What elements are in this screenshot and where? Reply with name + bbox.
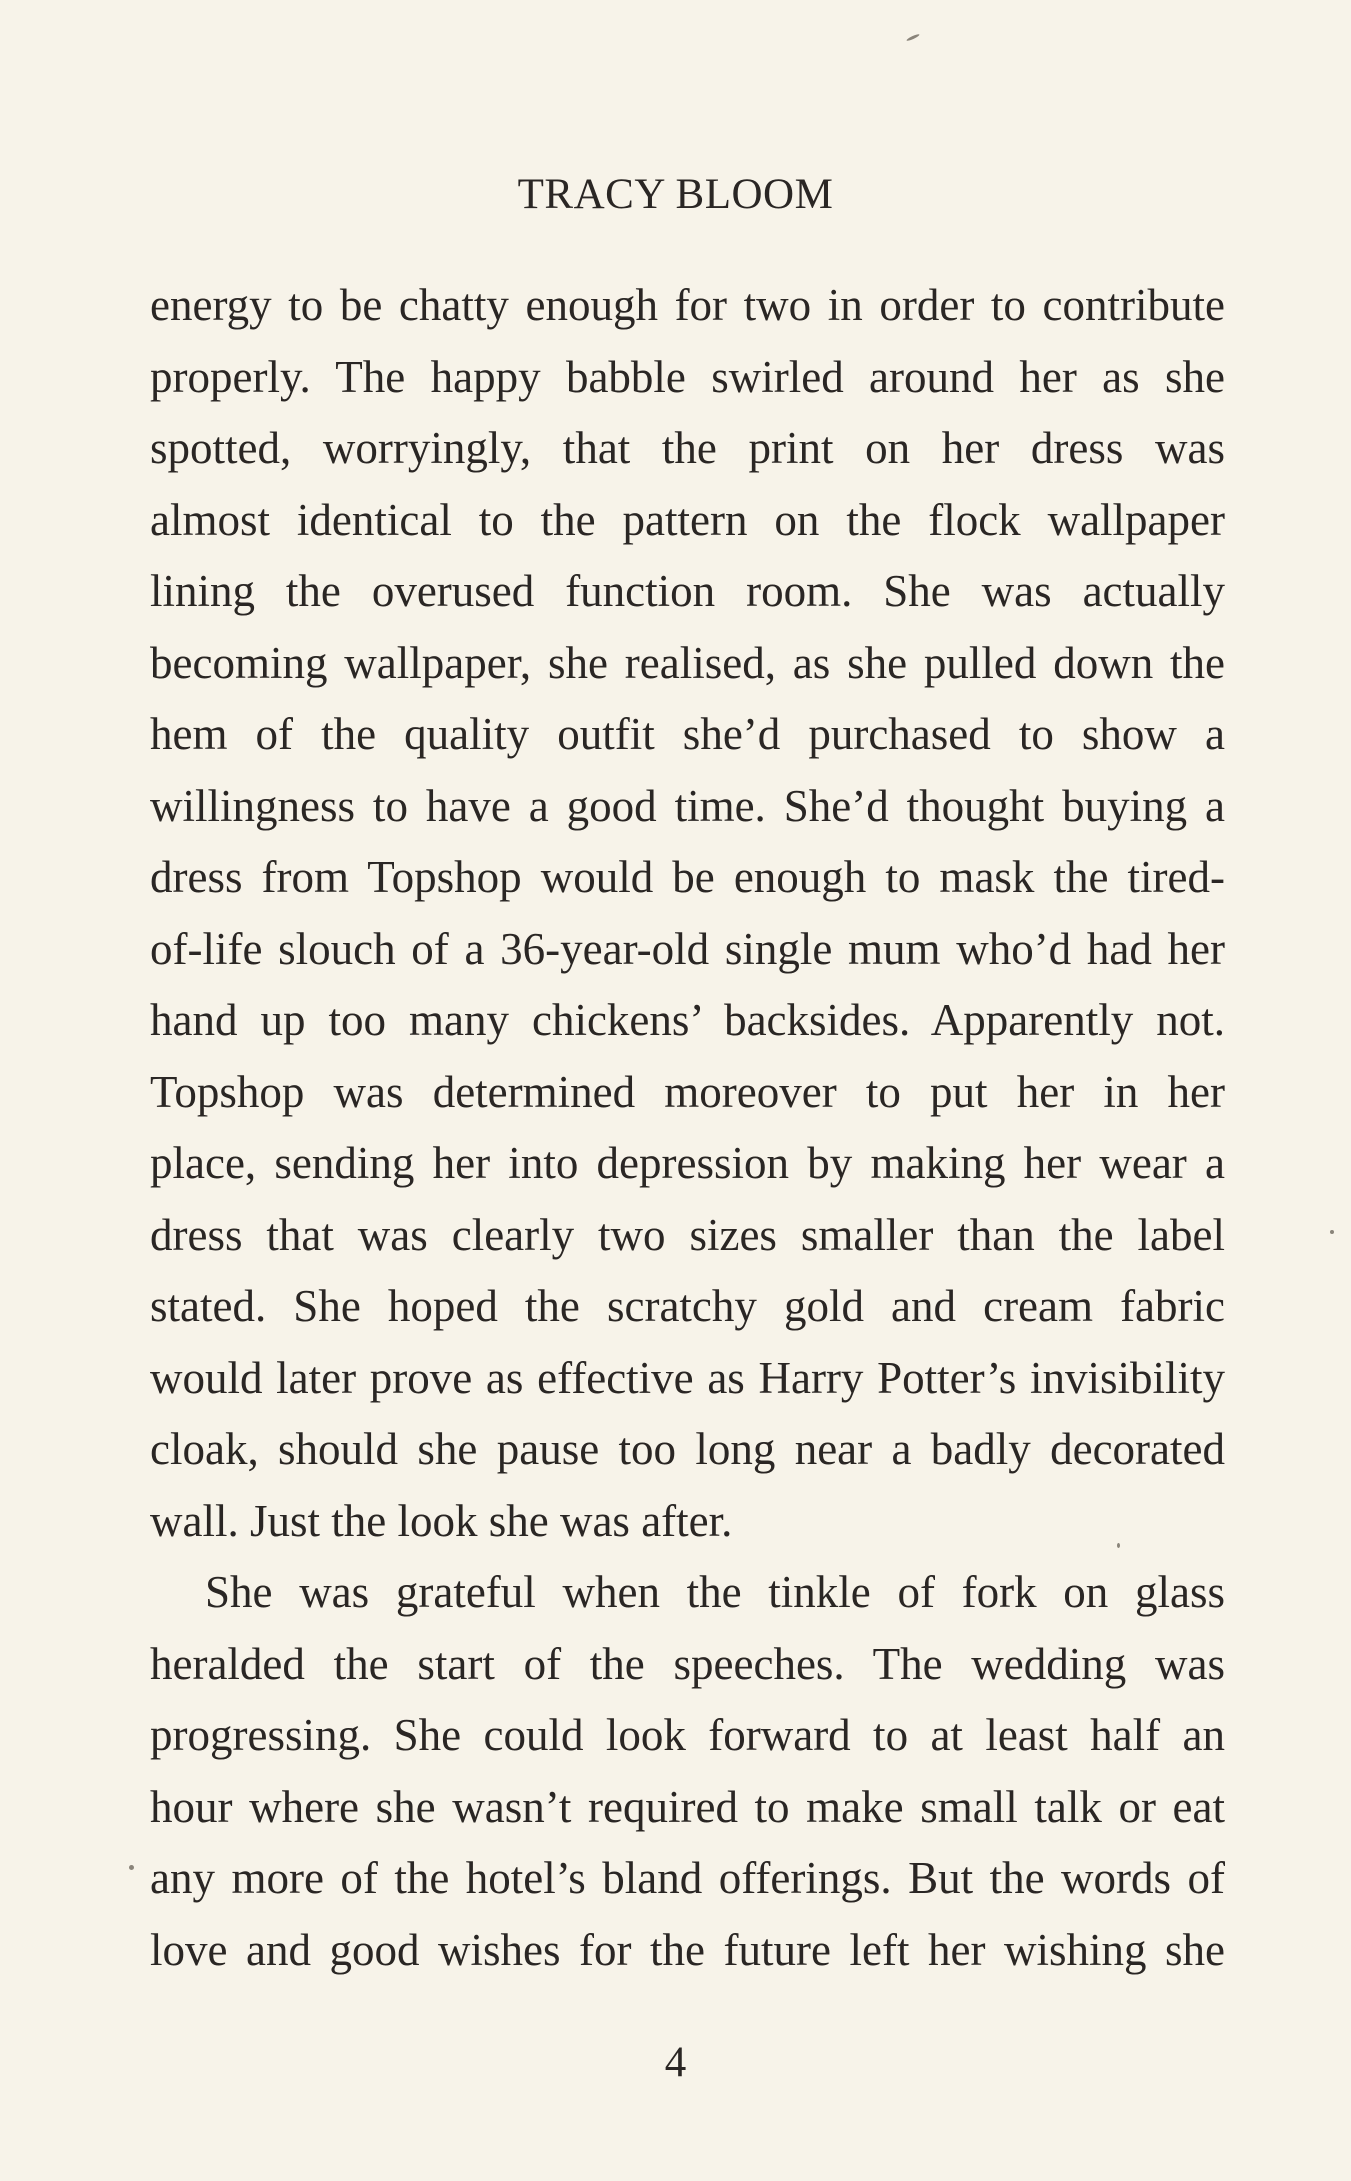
text-line: hand up too many chickens’ backsides. Apparently not. [150,995,1225,1045]
text-line: willingness to have a good time. She’d thought buying a [150,780,1225,831]
text-line: dress from Topshop would be enough to mask the tired- [150,852,1225,902]
text-line: dress that was clearly two sizes smaller than the label [150,1209,1225,1260]
text-line: progressing. She could look forward to at least half an [150,1710,1225,1760]
scan-speck [906,33,920,42]
text-line: wall. Just the look she was after. [150,1495,733,1546]
text-line: would later prove as effective as Harry Potter’s invisibility [150,1352,1225,1403]
text-line: spotted, worryingly, that the print on her dress was [150,423,1225,473]
running-header: TRACY BLOOM [517,171,834,218]
text-line: She was grateful when the tinkle of fork on glass [205,1567,1225,1617]
text-line: lining the overused function room. She was actually [150,566,1225,616]
scan-speck [1117,1543,1120,1548]
text-line: almost identical to the pattern on the flock wallpaper [150,494,1225,545]
scan-speck [129,1865,134,1870]
body-text [150,270,1225,1986]
text-line: any more of the hotel’s bland offerings. But the words of [150,1853,1225,1903]
page-number: 4 [664,2039,687,2086]
text-line: of-life slouch of a 36-year-old single mum who’d had her [150,923,1225,974]
text-line: stated. She hoped the scratchy gold and cream fabric [150,1281,1225,1331]
text-line: hem of the quality outfit she’d purchased to show a [150,709,1225,759]
text-line: cloak, should she pause too long near a badly decorated [150,1424,1225,1474]
text-line: place, sending her into depression by making her wear a [150,1138,1225,1188]
text-line: energy to be chatty enough for two in order to contribute [150,280,1225,330]
text-line: becoming wallpaper, she realised, as she pulled down the [150,637,1225,688]
text-line: hour where she wasn’t required to make small talk or eat [150,1781,1225,1832]
text-line: properly. The happy babble swirled around her as she [150,351,1225,402]
text-line: heralded the start of the speeches. The wedding was [150,1638,1225,1689]
text-line: love and good wishes for the future left her wishing she [150,1924,1225,1975]
text-line: Topshop was determined moreover to put her in her [150,1066,1225,1117]
scan-speck [1330,1230,1334,1234]
